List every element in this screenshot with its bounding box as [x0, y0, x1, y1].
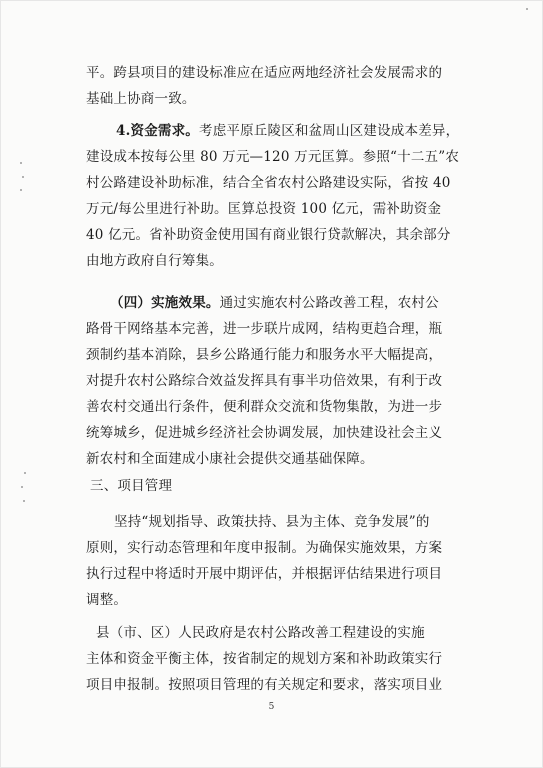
- text-line: 村公路建设补助标准，结合全省农村公路建设实际，省按 40: [86, 175, 451, 191]
- text-line: 主体和资金平衡主体，按省制定的规划方案和补助政策实行: [86, 651, 443, 667]
- text-line: 新农村和全面建成小康社会提供交通基础保障。: [86, 451, 374, 467]
- text-line: 县（市、区）人民政府是农村公路改善工程建设的实施: [96, 625, 425, 641]
- scan-speck: [21, 486, 23, 488]
- text-line: 统筹城乡，促进城乡经济社会协调发展，加快建设社会主义: [86, 425, 443, 441]
- text-line: 原则，实行动态管理和年度申报制。为确保实施效果，方案: [86, 540, 443, 556]
- text-line: 40 亿元。省补助资金使用国有商业银行贷款解决，其余部分: [86, 227, 451, 243]
- text-line: 考虑平原丘陵区和盆周山区建设成本差异，: [199, 123, 460, 139]
- text-line: 坚持“规划指导、政策扶持、县为主体、竞争发展”的: [114, 514, 430, 530]
- scan-speck: [24, 472, 26, 474]
- paragraph-implementation-effects: [86, 290, 472, 472]
- section-title: 三、项目管理: [90, 478, 173, 494]
- page-number: 5: [268, 702, 275, 712]
- text-line: 平。跨县项目的建设标准应在适应两地经济社会发展需求的: [86, 65, 443, 81]
- text-line: 执行过程中将适时开展中期评估，并根据评估结果进行项目: [86, 566, 443, 582]
- section-heading: 4.资金需求。: [116, 123, 199, 139]
- text-line: 建设成本按每公里 80 万元—120 万元匡算。参照“十二五”农: [86, 149, 460, 165]
- section-title-project-management: [86, 473, 472, 499]
- paragraph-county-government: [86, 620, 472, 698]
- paragraph-standard-continuation: [86, 60, 472, 112]
- text-line: 通过实施农村公路改善工程，农村公: [219, 295, 439, 311]
- text-line: 万元/每公里进行补助。匡算总投资 100 亿元，需补助资金: [86, 201, 442, 217]
- text-line: 路骨干网络基本完善，进一步联片成网，结构更趋合理，瓶: [86, 321, 443, 337]
- text-line: 项目申报制。按照项目管理的有关规定和要求，落实项目业: [86, 677, 443, 693]
- paragraph-principles: [86, 509, 472, 613]
- text-line: 善农村交通出行条件，便利群众交流和货物集散，为进一步: [86, 399, 443, 415]
- paragraph-funding-needs: [86, 118, 472, 274]
- scan-speck: [20, 162, 22, 164]
- scan-speck: [22, 176, 24, 178]
- section-heading: （四）实施效果。: [110, 295, 220, 311]
- scan-speck: [526, 8, 528, 10]
- text-line: 调整。: [86, 592, 128, 608]
- text-line: 颈制约基本消除，县乡公路通行能力和服务水平大幅提高，: [86, 347, 443, 363]
- text-line: 对提升农村公路综合效益发挥具有事半功倍效果，有利于改: [86, 373, 443, 389]
- text-line: 由地方政府自行筹集。: [86, 253, 223, 269]
- scan-speck: [23, 500, 25, 502]
- scan-speck: [20, 189, 22, 191]
- text-line: 基础上协商一致。: [86, 91, 196, 107]
